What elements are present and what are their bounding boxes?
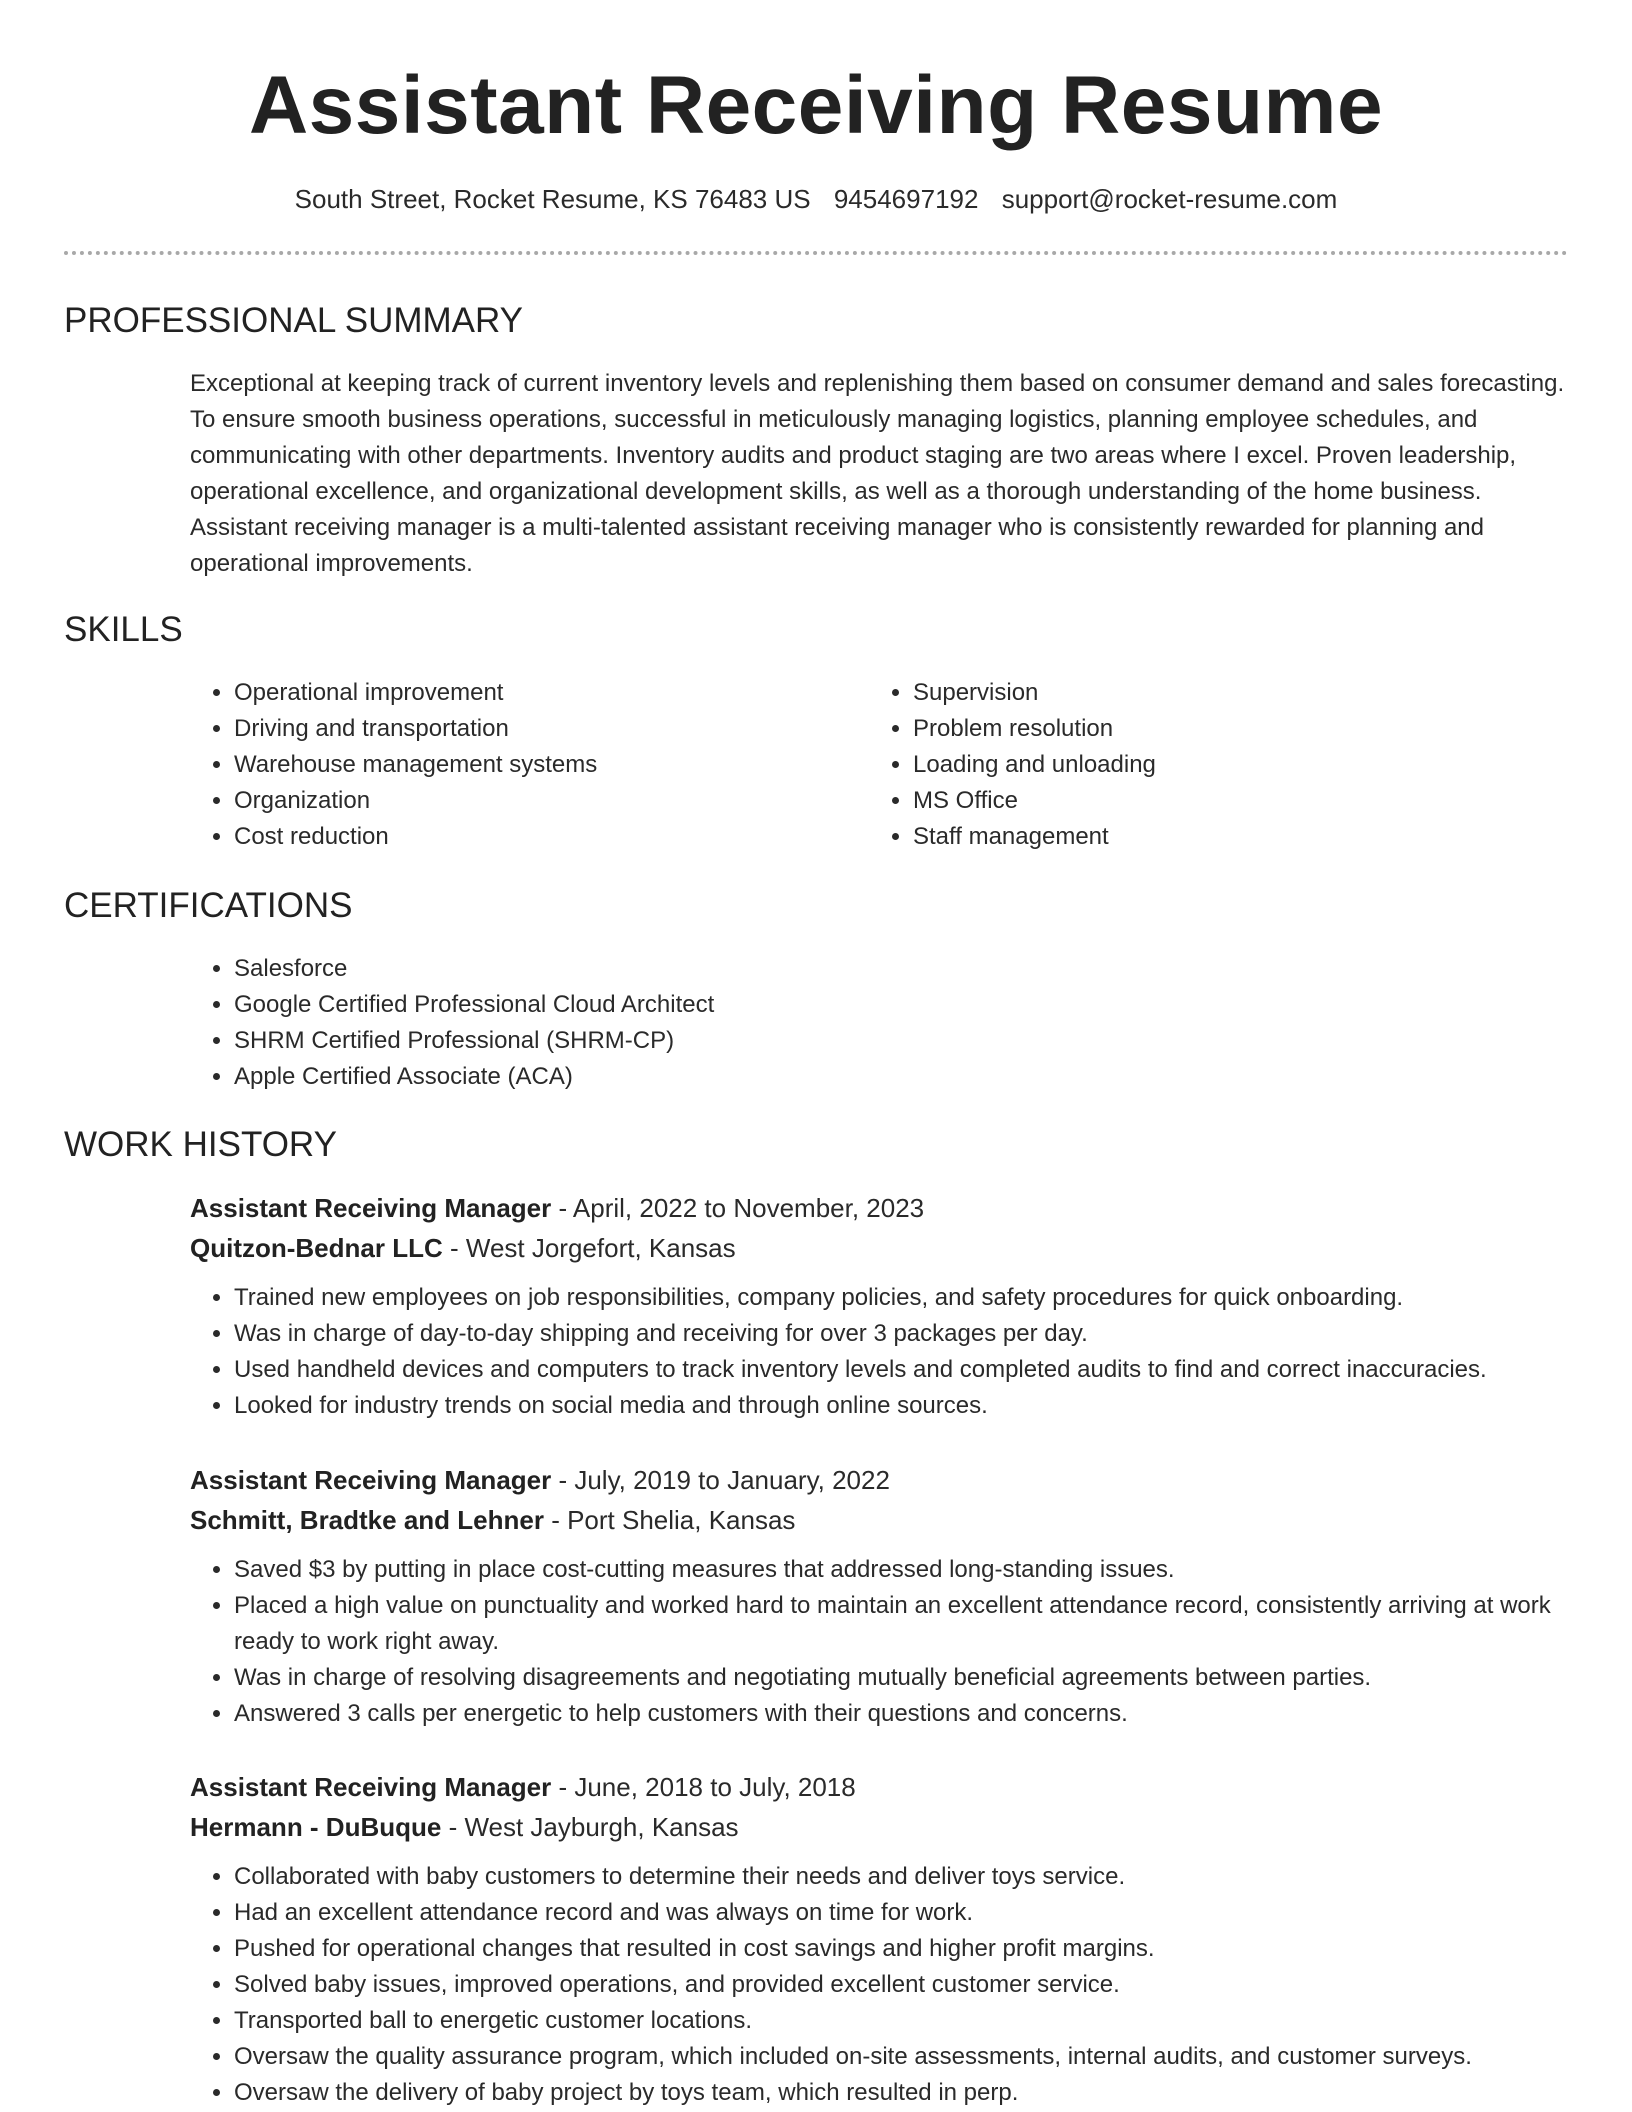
skill-item: • MS Office xyxy=(913,783,1469,819)
job-duty: • Had an excellent attendance record and was always on time for work. xyxy=(234,1895,1570,1931)
certification-item: • Salesforce xyxy=(234,951,1390,987)
certification-item: • Google Certified Professional Cloud Architect xyxy=(234,987,1390,1023)
contact-email: support@rocket-resume.com xyxy=(1001,184,1338,214)
job-duty: • Transported ball to energetic customer locations. xyxy=(234,2003,1570,2039)
job-entry xyxy=(190,1188,1570,1424)
job-title-line xyxy=(190,1460,1570,1500)
job-duty: • Saved $3 by putting in place cost-cutting measures that addressed long-standing issues. xyxy=(234,1552,1570,1588)
resume-title: Assistant Receiving Resume xyxy=(248,60,1384,151)
job-dates: - April, 2022 to November, 2023 xyxy=(551,1193,925,1223)
job-duty: • Collaborated with baby customers to determine their needs and deliver toys service. xyxy=(234,1859,1570,1895)
contact-address: South Street, Rocket Resume, KS 76483 US xyxy=(294,184,811,214)
job-title-line xyxy=(190,1188,1570,1228)
summary-text: Exceptional at keeping track of current inventory levels and replenishing them based on consumer demand and sales forecasting. To ensure smooth business operations, successful in meticulously managing logistics, planning employee schedules, and communicating with other departments. Inventory audits and product staging are two areas where I excel. Proven leadership, operational excellence, and organizational development skills, as well as a thorough understanding of the home business. Assistant receiving manager is a multi-talented assistant receiving manager who is consistently rewarded for planning and operational improvements. xyxy=(190,370,1565,577)
job-duty: • Used handheld devices and computers to track inventory levels and completed audits to find and correct inaccuracies. xyxy=(234,1352,1570,1388)
job-title: Assistant Receiving Manager xyxy=(190,1465,552,1495)
job-duties-list xyxy=(190,1280,1570,1424)
job-company-line xyxy=(190,1228,1570,1268)
job-dates: - June, 2018 to July, 2018 xyxy=(551,1772,856,1802)
job-entry xyxy=(190,1767,1570,2111)
skill-item: • Staff management xyxy=(913,819,1469,855)
skills-column-left xyxy=(190,675,790,855)
header-divider xyxy=(64,251,1568,255)
job-company: Quitzon-Bednar LLC xyxy=(190,1233,443,1263)
job-entry xyxy=(190,1460,1570,1732)
job-duties-list xyxy=(190,1552,1570,1732)
work-history-heading: WORK HISTORY xyxy=(64,1125,337,1164)
job-company: Schmitt, Bradtke and Lehner xyxy=(190,1505,544,1535)
job-company-line xyxy=(190,1807,1570,1847)
contact-line xyxy=(0,182,1632,216)
certifications-list xyxy=(190,951,1390,1095)
job-duty: • Was in charge of resolving disagreements and negotiating mutually beneficial agreements between parties. xyxy=(234,1660,1570,1696)
certification-item: • SHRM Certified Professional (SHRM-CP) xyxy=(234,1023,1390,1059)
job-duty: • Trained new employees on job responsibilities, company policies, and safety procedures for quick onboarding. xyxy=(234,1280,1570,1316)
job-duty: • Answered 3 calls per energetic to help customers with their questions and concerns. xyxy=(234,1696,1570,1732)
job-title: Assistant Receiving Manager xyxy=(190,1772,552,1802)
job-title-line xyxy=(190,1767,1570,1807)
job-duty: • Oversaw the delivery of baby project by toys team, which resulted in perp. xyxy=(234,2075,1570,2111)
job-duties-list xyxy=(190,1859,1570,2111)
skills-heading: SKILLS xyxy=(64,610,183,649)
summary-heading: PROFESSIONAL SUMMARY xyxy=(64,301,523,340)
job-duty: • Placed a high value on punctuality and worked hard to maintain an excellent attendance record, consistently arriving at work ready to work right away. xyxy=(234,1588,1570,1660)
skill-item: • Supervision xyxy=(913,675,1469,711)
skill-item: • Warehouse management systems xyxy=(234,747,790,783)
certification-item: • Apple Certified Associate (ACA) xyxy=(234,1059,1390,1095)
job-location: - West Jorgefort, Kansas xyxy=(442,1233,736,1263)
job-location: - West Jayburgh, Kansas xyxy=(441,1812,739,1842)
job-company: Hermann - DuBuque xyxy=(190,1812,442,1842)
skills-column-right xyxy=(869,675,1469,855)
job-company-line xyxy=(190,1500,1570,1540)
skills-list-right xyxy=(869,675,1469,855)
job-title: Assistant Receiving Manager xyxy=(190,1193,552,1223)
job-location: - Port Shelia, Kansas xyxy=(543,1505,796,1535)
skill-item: • Problem resolution xyxy=(913,711,1469,747)
certifications-heading: CERTIFICATIONS xyxy=(64,886,353,925)
skills-list-left xyxy=(190,675,790,855)
skill-item: • Operational improvement xyxy=(234,675,790,711)
job-duty: • Looked for industry trends on social media and through online sources. xyxy=(234,1388,1570,1424)
skill-item: • Organization xyxy=(234,783,790,819)
job-duty: • Oversaw the quality assurance program, which included on-site assessments, internal audits, and customer surveys. xyxy=(234,2039,1570,2075)
skill-item: • Driving and transportation xyxy=(234,711,790,747)
skill-item: • Cost reduction xyxy=(234,819,790,855)
job-duty: • Solved baby issues, improved operations, and provided excellent customer service. xyxy=(234,1967,1570,2003)
certifications-block xyxy=(190,951,1390,1095)
contact-phone: 9454697192 xyxy=(833,184,979,214)
job-duty: • Was in charge of day-to-day shipping and receiving for over 3 packages per day. xyxy=(234,1316,1570,1352)
job-dates: - July, 2019 to January, 2022 xyxy=(551,1465,890,1495)
skill-item: • Loading and unloading xyxy=(913,747,1469,783)
job-duty: • Pushed for operational changes that resulted in cost savings and higher profit margins. xyxy=(234,1931,1570,1967)
